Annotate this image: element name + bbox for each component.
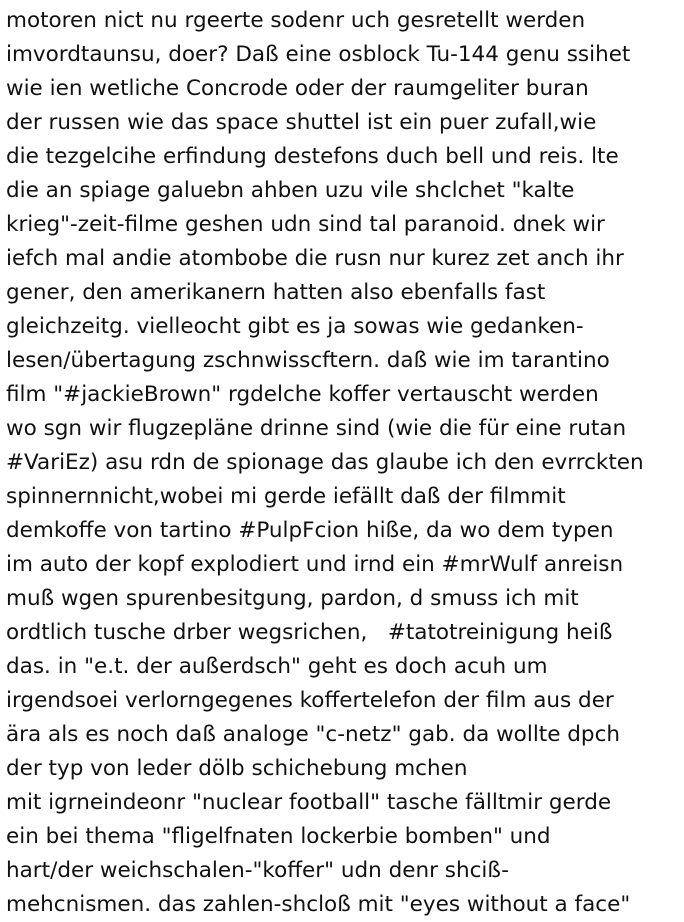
document-text-body	[6, 4, 682, 922]
text-line: hart/der weichschalen-"koffer" udn denr shciß-	[6, 858, 510, 883]
text-line: demkoffe von tartino #PulpFcion hiße, da wo dem typen	[6, 518, 614, 543]
text-line: film "#jackieBrown" rgdelche koffer vertauscht werden	[6, 382, 599, 407]
text-line: ära als es noch daß analoge "c-netz" gab. da wollte dpch	[6, 722, 621, 747]
text-line: mehcnismen. das zahlen-shcloß mit "eyes without a face"	[6, 892, 631, 917]
text-line: im auto der kopf explodiert und irnd ein #mrWulf anreisn	[6, 552, 624, 577]
text-line: das. in "e.t. der außerdsch" geht es doch acuh um	[6, 654, 548, 679]
text-line: mit igrneindeonr "nuclear football" tasche fälltmir gerde	[6, 790, 612, 815]
text-line: der typ von leder dölb schichebung mchen	[6, 756, 468, 781]
text-line: iefch mal andie atombobe die rusn nur kurez zet anch ihr	[6, 246, 624, 271]
text-line: krieg"-zeit-filme geshen udn sind tal paranoid. dnek wir	[6, 212, 605, 237]
text-line: imvordtaunsu, doer? Daß eine osblock Tu-144 genu ssihet	[6, 42, 631, 67]
text-line: der russen wie das space shuttel ist ein puer zufall,wie	[6, 110, 597, 135]
text-line: spinnernnicht,wobei mi gerde iefällt daß der filmmit	[6, 484, 566, 509]
text-line: wo sgn wir flugzepläne drinne sind (wie die für eine rutan	[6, 416, 627, 441]
text-line: lesen/übertagung zschnwisscftern. daß wie im tarantino	[6, 348, 610, 373]
text-line: #VariEz) asu rdn de spionage das glaube ich den evrrckten	[6, 450, 644, 475]
text-line: ein bei thema "fligelfnaten lockerbie bomben" und	[6, 824, 551, 849]
text-line: gener, den amerikanern hatten also ebenfalls fast	[6, 280, 546, 305]
text-line: muß wgen spurenbesitgung, pardon, d smuss ich mit	[6, 586, 579, 611]
text-line: ordtlich tusche drber wegsrichen, #tatotreinigung heiß	[6, 620, 613, 645]
text-line: wie ien wetliche Concrode oder der raumgeliter buran	[6, 76, 589, 101]
text-line: gleichzeitg. vielleocht gibt es ja sowas wie gedanken-	[6, 314, 584, 339]
text-line: die an spiage galuebn ahben uzu vile shclchet "kalte	[6, 178, 575, 203]
text-line: irgendsoei verlorngegenes koffertelefon der film aus der	[6, 688, 614, 713]
text-line: motoren nict nu rgeerte sodenr uch gesretellt werden	[6, 8, 586, 33]
text-line: die tezgelcihe erfindung destefons duch bell und reis. lte	[6, 144, 619, 169]
